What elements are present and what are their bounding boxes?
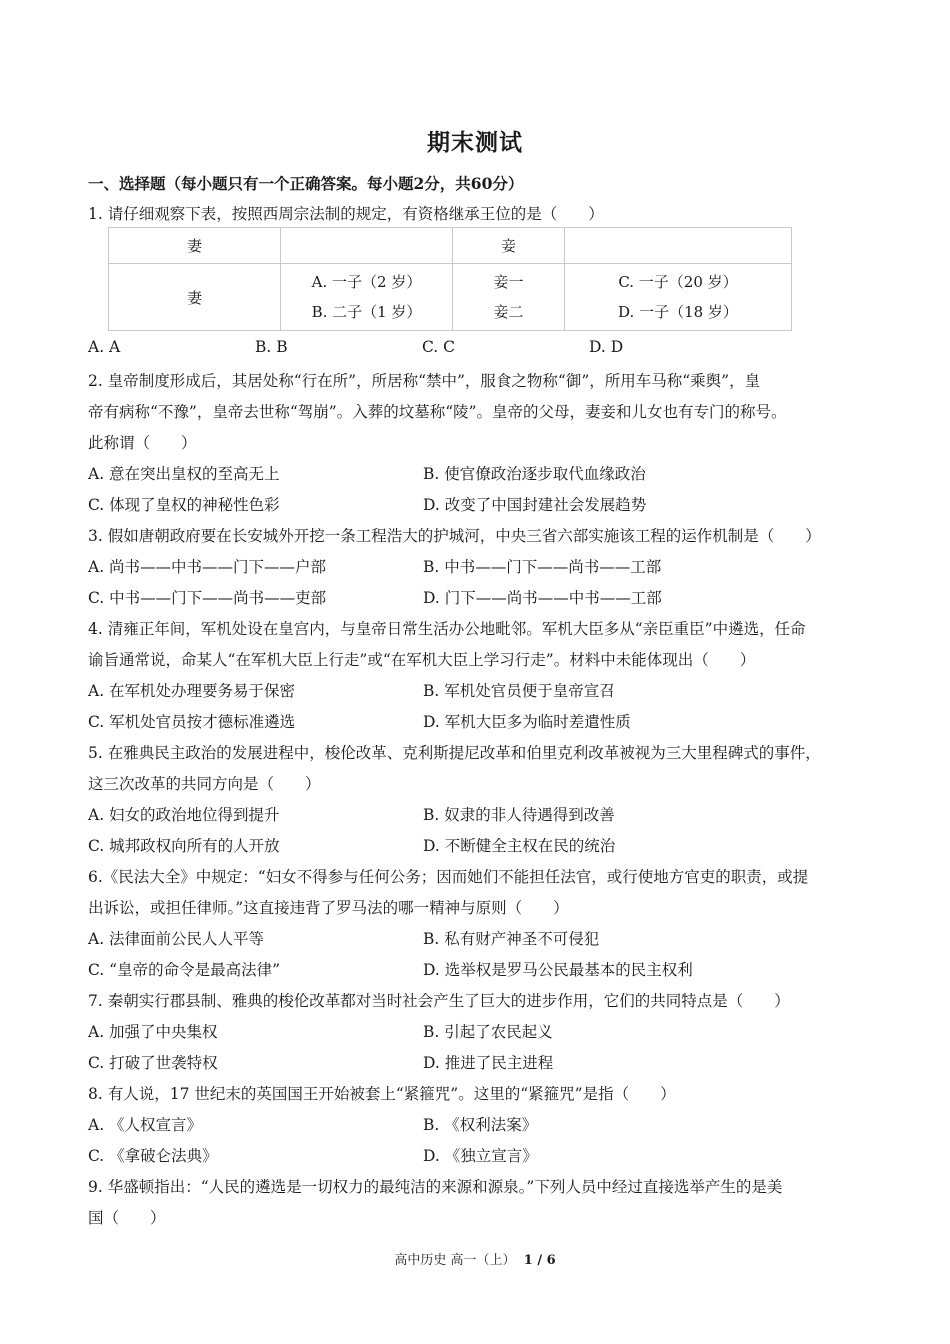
q7-line: 7. 秦朝实行郡县制、雅典的梭伦改革都对当时社会产生了巨大的进步作用，它们的共同特点是（ ） xyxy=(88,992,790,1010)
table-cell-wife-sons xyxy=(281,264,453,331)
q7-option-a: A. 加强了中央集权 xyxy=(88,1023,218,1041)
page-footer xyxy=(0,1249,950,1268)
q5-line: 5. 在雅典民主政治的发展进程中，梭伦改革、克利斯提尼改革和伯里克利改革被视为三大里程碑式的事件， xyxy=(88,744,821,762)
q3-option-d: D. 门下——尚书——中书——工部 xyxy=(423,589,662,607)
wife-son-a: A. 一子（2 岁） xyxy=(311,273,422,291)
q4-option-b: B. 军机处官员便于皇帝宣召 xyxy=(423,682,615,700)
q6-line: 出诉讼，或担任律师。”这直接违背了罗马法的哪一精神与原则（ ） xyxy=(88,899,569,917)
q6-option-d: D. 选举权是罗马公民最基本的民主权利 xyxy=(423,961,693,979)
wife-son-b: B. 二子（1 岁） xyxy=(311,303,422,321)
q8-option-a: A. 《人权宣言》 xyxy=(88,1116,203,1134)
q4-option-c: C. 军机处官员按才德标准遴选 xyxy=(88,713,296,731)
concubine-son-c: C. 一子（20 岁） xyxy=(618,273,738,291)
q6-line: 6.《民法大全》中规定：“妇女不得参与任何公务；因而她们不能担任法官，或行使地方官吏的职责，或提 xyxy=(88,868,809,886)
q4-line: 谕旨通常说，命某人“在军机大臣上行走”或“在军机大臣上学习行走”。材料中未能体现出（ ） xyxy=(88,651,756,669)
q1-option-a: A. A xyxy=(88,338,121,356)
q2-option-a: A. 意在突出皇权的至高无上 xyxy=(88,465,280,483)
q1-option-d: D. D xyxy=(589,338,624,356)
page-title: 期末测试 xyxy=(427,129,523,156)
q2-option-b: B. 使官僚政治逐步取代血缘政治 xyxy=(423,465,646,483)
q3-option-c: C. 中书——门下——尚书——吏部 xyxy=(88,589,327,607)
q5-line: 这三次改革的共同方向是（ ） xyxy=(88,775,321,793)
q2-line: 帝有病称“不豫”，皇帝去世称“驾崩”。入葬的坟墓称“陵”。皇帝的父母，妻妾和儿女也有专门的称号。 xyxy=(88,403,787,421)
q1-option-b: B. B xyxy=(255,338,288,356)
table-row-wife: 妻 xyxy=(109,264,281,331)
q2-line: 此称谓（ ） xyxy=(88,434,197,452)
q2-option-c: C. 体现了皇权的神秘性色彩 xyxy=(88,496,280,514)
concubine-1: 妾一 xyxy=(493,273,524,291)
concubine-son-d: D. 一子（18 岁） xyxy=(618,303,738,321)
q8-line: 8. 有人说，17 世纪末的英国国王开始被套上“紧箍咒”。这里的“紧箍咒”是指（ ） xyxy=(88,1085,676,1103)
q4-option-d: D. 军机大臣多为临时差遣性质 xyxy=(423,713,631,731)
q5-option-d: D. 不断健全主权在民的统治 xyxy=(423,837,616,855)
q2-option-d: D. 改变了中国封建社会发展趋势 xyxy=(423,496,647,514)
q3-option-b: B. 中书——门下——尚书——工部 xyxy=(423,558,662,576)
table-header-wife: 妻 xyxy=(109,228,281,264)
q3-line: 3. 假如唐朝政府要在长安城外开挖一条工程浩大的护城河，中央三省六部实施该工程的运作机制是（ ） xyxy=(88,527,821,545)
table-header-empty xyxy=(565,228,792,264)
q4-line: 4. 清雍正年间，军机处设在皇宫内，与皇帝日常生活办公地毗邻。军机大臣多从“亲臣重臣”中遴选，任命 xyxy=(88,620,806,638)
q1-option-c: C. C xyxy=(422,338,456,356)
q5-option-c: C. 城邦政权向所有的人开放 xyxy=(88,837,280,855)
q8-option-c: C. 《拿破仑法典》 xyxy=(88,1147,218,1165)
table-header-concubine: 妾 xyxy=(453,228,565,264)
q9-line: 国（ ） xyxy=(88,1209,166,1227)
q1-table xyxy=(108,227,792,331)
q6-option-a: A. 法律面前公民人人平等 xyxy=(88,930,265,948)
q5-option-a: A. 妇女的政治地位得到提升 xyxy=(88,806,280,824)
q7-option-c: C. 打破了世袭特权 xyxy=(88,1054,218,1072)
concubine-2: 妾二 xyxy=(493,303,524,321)
q9-line: 9. 华盛顿指出：“人民的遴选是一切权力的最纯洁的来源和源泉。”下列人员中经过直接选举产生的是美 xyxy=(88,1178,783,1196)
q4-option-a: A. 在军机处办理要务易于保密 xyxy=(88,682,296,700)
table-cell-concubine-sons xyxy=(565,264,792,331)
q7-option-b: B. 引起了农民起义 xyxy=(423,1023,553,1041)
footer-page-number: 1 / 6 xyxy=(523,1253,556,1268)
q1-stem: 1. 请仔细观察下表，按照西周宗法制的规定，有资格继承王位的是（ ） xyxy=(88,205,604,223)
q8-option-d: D. 《独立宣言》 xyxy=(423,1147,538,1165)
q2-line: 2. 皇帝制度形成后，其居处称“行在所”，所居称“禁中”，服食之物称“御”，所用车马称“乘舆”，皇 xyxy=(88,372,761,390)
q5-option-b: B. 奴隶的非人待遇得到改善 xyxy=(423,806,615,824)
q6-option-b: B. 私有财产神圣不可侵犯 xyxy=(423,930,600,948)
footer-subject: 高中历史 高一（上） xyxy=(394,1253,516,1268)
q3-option-a: A. 尚书——中书——门下——户部 xyxy=(88,558,327,576)
q7-option-d: D. 推进了民主进程 xyxy=(423,1054,554,1072)
q6-option-c: C. “皇帝的命令是最高法律” xyxy=(88,961,281,979)
q8-option-b: B. 《权利法案》 xyxy=(423,1116,538,1134)
table-cell-concubines xyxy=(453,264,565,331)
section-heading: 一、选择题（每小题只有一个正确答案。每小题2分，共60分） xyxy=(88,174,524,193)
table-header-empty xyxy=(281,228,453,264)
